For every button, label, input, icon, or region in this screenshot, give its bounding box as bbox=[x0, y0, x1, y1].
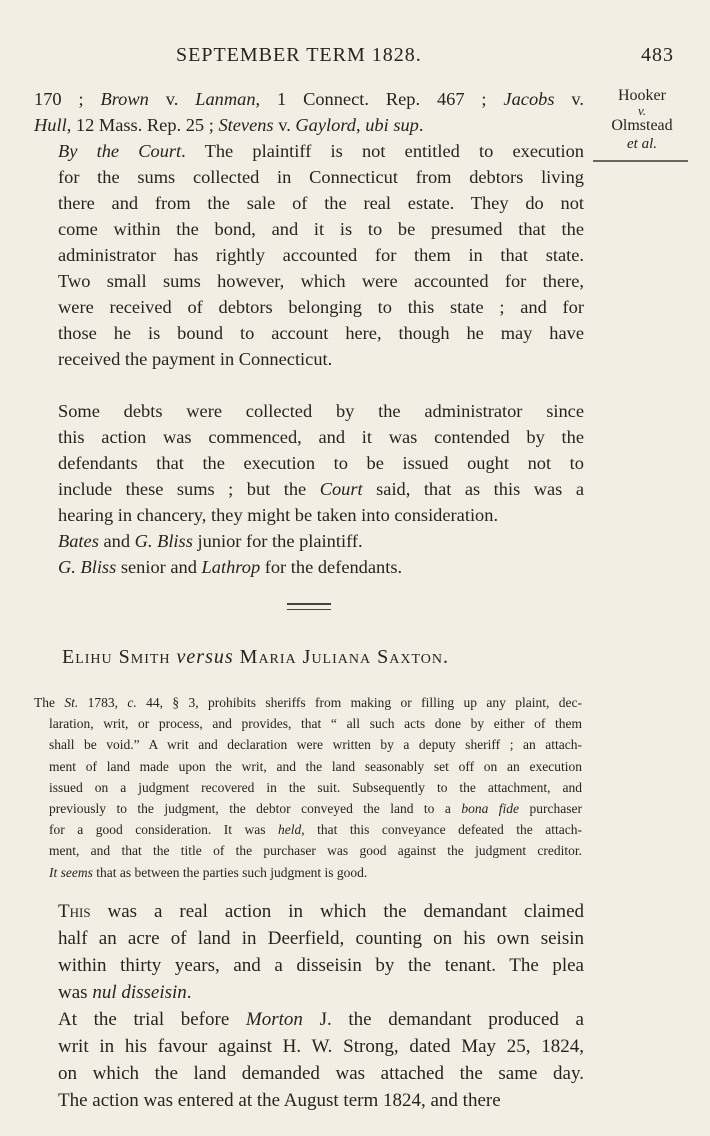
emphasis-run: G. Bliss bbox=[134, 531, 193, 551]
emphasis-run: Bates bbox=[58, 531, 99, 551]
para4-line: within thirty years, and a disseisin by the tenant. The plea bbox=[58, 955, 584, 976]
page-number: 483 bbox=[641, 44, 674, 66]
para4-line: half an acre of land in Deerfield, counting on his own seisin bbox=[58, 928, 584, 949]
sidenote-et-al: et al. bbox=[627, 136, 657, 152]
sidenote-rule bbox=[593, 160, 688, 162]
emphasis-run: Hull bbox=[34, 115, 67, 135]
running-title: SEPTEMBER TERM 1828. bbox=[176, 44, 422, 66]
para3-line: hearing in chancery, they might be taken into consideration. bbox=[58, 505, 499, 525]
case-body bbox=[34, 898, 584, 1114]
emphasis-run: nul disseisin bbox=[92, 982, 187, 1003]
para2-line: Two small sums however, which were accounted for there, bbox=[58, 271, 584, 291]
trial-paragraph bbox=[34, 1006, 584, 1114]
para4-line: was nul disseisin. bbox=[58, 982, 192, 1003]
para2-line: come within the bond, and it is to be presumed that the bbox=[58, 219, 584, 239]
sidenote-versus: v. bbox=[637, 103, 647, 118]
emphasis-run: Court bbox=[319, 479, 363, 499]
para5-line: writ in his favour against H. W. Strong, dated May 25, 1824, bbox=[58, 1036, 584, 1057]
emphasis-run: By the Court bbox=[58, 141, 182, 161]
para5-line: The action was entered at the August term 1824, and there bbox=[58, 1090, 501, 1111]
court-opinion-paragraph bbox=[34, 138, 584, 372]
counsel-line: G. Bliss senior and Lathrop for the defendants. bbox=[58, 557, 403, 577]
case-title bbox=[62, 646, 622, 669]
counsel-paragraph bbox=[34, 528, 584, 580]
counsel-line: Bates and G. Bliss junior for the plaintiff. bbox=[58, 531, 363, 551]
headnote-line: ment, and that the title of the purchaser was good against the judgment creditor. bbox=[49, 843, 582, 859]
headnote-line: for a good consideration. It was held, that this conveyance defeated the attach- bbox=[49, 822, 582, 838]
para1-line: Hull, 12 Mass. Rep. 25 ; Stevens v. Gaylord, ubi sup. bbox=[34, 115, 424, 135]
headnote-line: ment of land made upon the writ, and the land seasonably set off on an execution bbox=[49, 758, 582, 774]
para5-line: on which the land demanded was attached the same day. bbox=[58, 1063, 584, 1084]
emphasis-run: Stevens bbox=[218, 115, 274, 135]
para5-line: At the trial before Morton J. the demandant produced a bbox=[58, 1009, 584, 1030]
emphasis-run: Lanman bbox=[195, 89, 256, 109]
emphasis-run: bona fide bbox=[461, 801, 520, 817]
headnote bbox=[34, 692, 582, 883]
headnote-line: shall be void.” A writ and declaration were written by a deputy sheriff ; an attach- bbox=[49, 737, 582, 753]
defendant-name: Maria Juliana Saxton. bbox=[239, 646, 449, 668]
sidenote-name-2: Olmstead bbox=[611, 117, 673, 134]
emphasis-run: Lathrop bbox=[201, 557, 261, 577]
para3-line: include these sums ; but the Court said, that as this was a bbox=[58, 479, 584, 499]
para3-line: defendants that the execution to be issued ought not to bbox=[58, 453, 584, 473]
para2-line: By the Court. The plaintiff is not entitled to execution bbox=[58, 141, 584, 161]
versus-word: versus bbox=[176, 646, 234, 668]
emphasis-run: Gaylord bbox=[295, 115, 357, 135]
headnote-line: The St. 1783, c. 44, § 3, prohibits sheriffs from making or filling up any plaint, dec- bbox=[34, 695, 582, 710]
para2-line: administrator has rightly accounted for them in that state. bbox=[58, 245, 584, 265]
emphasis-run: Morton bbox=[245, 1009, 303, 1030]
sidenote-name-1: Hooker bbox=[618, 87, 666, 104]
emphasis-run: Jacobs bbox=[503, 89, 555, 109]
para2-line: for the sums collected in Connecticut from debtors living bbox=[58, 167, 584, 187]
case-sidenote bbox=[596, 86, 688, 154]
main-text bbox=[34, 86, 584, 580]
emphasis-run: c. bbox=[127, 695, 137, 710]
emphasis-run: ubi sup bbox=[365, 115, 419, 135]
emphasis-run: held bbox=[278, 822, 302, 838]
emphasis-run: Brown bbox=[100, 89, 149, 109]
para2-line: those he is bound to account here, though he may have bbox=[58, 323, 584, 343]
para1-line: 170 ; Brown v. Lanman, 1 Connect. Rep. 467 ; Jacobs v. bbox=[34, 89, 584, 109]
execution-paragraph bbox=[34, 398, 584, 528]
running-head bbox=[0, 44, 710, 74]
para2-line: there and from the sale of the real estate. They do not bbox=[58, 193, 584, 213]
action-paragraph bbox=[34, 898, 584, 1006]
plaintiff-name: Elihu Smith bbox=[62, 646, 171, 668]
emphasis-run: St. bbox=[64, 695, 79, 710]
para2-line: received the payment in Connecticut. bbox=[58, 349, 333, 369]
para3-line: Some debts were collected by the administrator since bbox=[58, 401, 584, 421]
citation-paragraph bbox=[34, 86, 584, 138]
headnote-line: issued on a judgment recovered in the suit. Subsequently to the attachment, and bbox=[49, 779, 582, 795]
headnote-line: laration, writ, or process, and provides, that “ all such acts done by either of them bbox=[49, 716, 582, 732]
para4-line: This was a real action in which the demandant claimed bbox=[58, 901, 584, 922]
section-divider bbox=[287, 603, 331, 610]
headnote-line: previously to the judgment, the debtor conveyed the land to a bona fide purchaser bbox=[49, 801, 582, 817]
emphasis-run: This bbox=[58, 901, 91, 922]
headnote-line: It seems that as between the parties such judgment is good. bbox=[49, 864, 368, 880]
emphasis-run: G. Bliss bbox=[58, 557, 117, 577]
emphasis-run: It seems bbox=[49, 864, 93, 880]
para3-line: this action was commenced, and it was contended by the bbox=[58, 427, 584, 447]
para2-line: were received of debtors belonging to this state ; and for bbox=[58, 297, 584, 317]
